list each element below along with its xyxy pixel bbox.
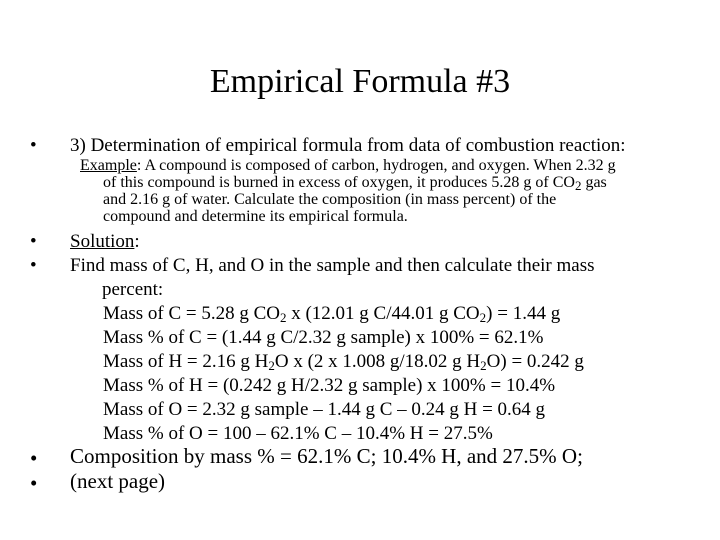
subscript: 2 <box>479 310 487 325</box>
calc-text: Mass of H = 2.16 g H <box>103 351 269 372</box>
calc-mass-c <box>103 303 560 325</box>
example-line-1 <box>80 157 690 174</box>
subscript: 2 <box>480 358 487 373</box>
example-label: Example <box>80 157 137 174</box>
solution-heading <box>70 231 140 253</box>
example-line-2-text: of this compound is burned in excess of oxygen, it produces 5.28 g of CO <box>103 174 575 191</box>
composition-summary: Composition by mass % = 62.1% C; 10.4% H, and 27.5% O; <box>70 444 583 468</box>
point-find-mass: Find mass of C, H, and O in the sample and then calculate their mass <box>70 255 595 276</box>
bullet-point-5: • <box>30 471 38 495</box>
example-line-3: and 2.16 g of water. Calculate the composition (in mass percent) of the <box>103 191 557 208</box>
point-find-mass-cont: percent: <box>102 279 164 300</box>
calc-text: ) = 1.44 g <box>486 303 561 324</box>
calc-text: Mass of C = 5.28 g CO <box>103 303 280 324</box>
example-block <box>80 157 690 225</box>
bullet-point-4: • <box>30 446 38 470</box>
calc-percent-c: Mass % of C = (1.44 g C/2.32 g sample) x 100% = 62.1% <box>103 327 544 348</box>
subscript: 2 <box>268 358 275 373</box>
bullet-point-1: • <box>30 135 37 156</box>
calc-mass-o: Mass of O = 2.32 g sample – 1.44 g C – 0.24 g H = 0.64 g <box>103 399 546 420</box>
calc-text: x (12.01 g C/44.01 g CO <box>286 303 480 324</box>
example-line-1-text: : A compound is composed of carbon, hydrogen, and oxygen. When 2.32 g <box>136 157 616 174</box>
slide-title: Empirical Formula #3 <box>209 63 511 100</box>
calc-percent-o: Mass % of O = 100 – 62.1% C – 10.4% H = 27.5% <box>103 423 493 444</box>
bullet-point-2: • <box>30 231 37 252</box>
example-line-2 <box>80 174 690 191</box>
calc-text: O x (2 x 1.008 g/18.02 g H <box>274 351 481 372</box>
solution-label: Solution <box>70 231 135 252</box>
calc-text: O) = 0.242 g <box>486 351 584 372</box>
calc-mass-h <box>103 351 584 373</box>
bullet-point-3: • <box>30 255 37 276</box>
example-line-2-end: gas <box>581 174 607 191</box>
calc-percent-h: Mass % of H = (0.242 g H/2.32 g sample) x 100% = 10.4% <box>103 375 556 396</box>
subscript: 2 <box>574 178 582 193</box>
next-page-note: (next page) <box>70 469 166 493</box>
example-line-4: compound and determine its empirical formula. <box>103 208 408 225</box>
subscript: 2 <box>279 310 287 325</box>
point-combustion: 3) Determination of empirical formula from data of combustion reaction: <box>70 135 626 156</box>
solution-colon: : <box>134 231 140 252</box>
